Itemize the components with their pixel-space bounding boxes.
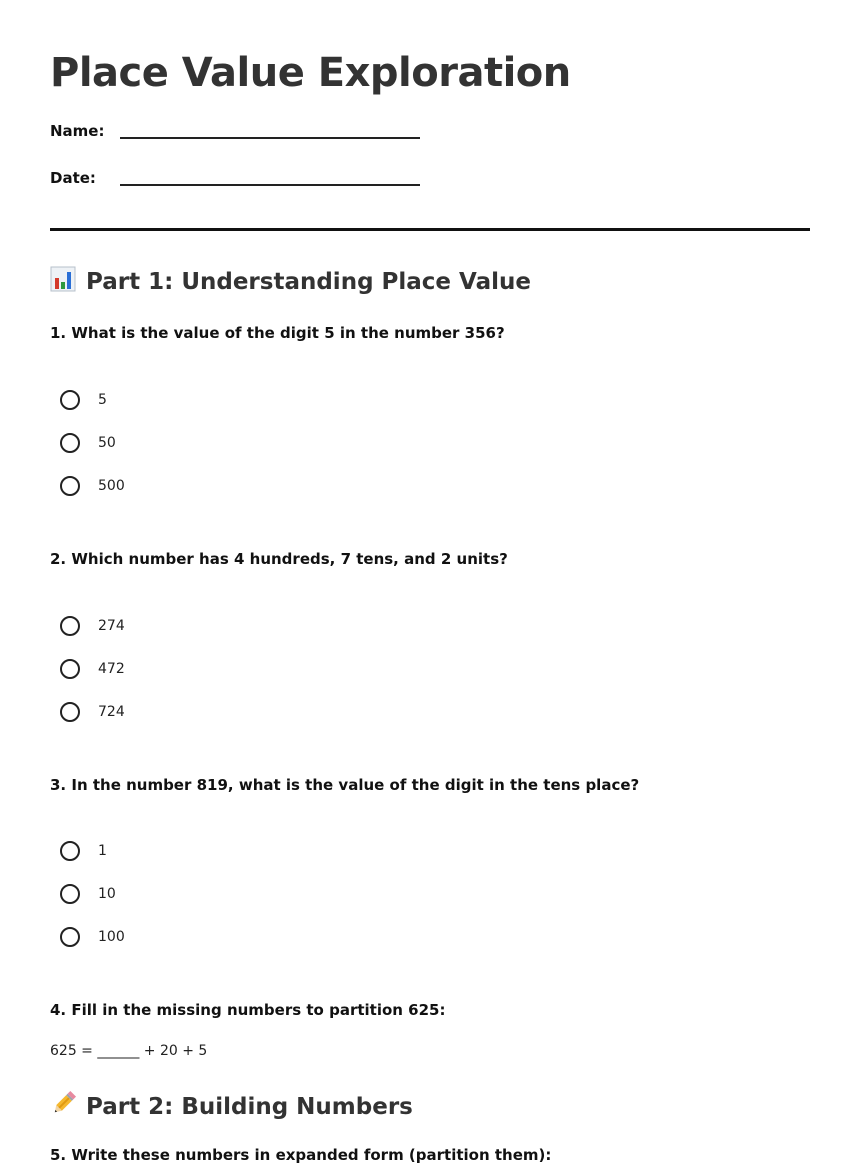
page-title: Place Value Exploration (50, 50, 571, 96)
date-field (50, 169, 450, 199)
question-3: 3. In the number 819, what is the value of the digit in the tens place? (50, 776, 640, 794)
date-line[interactable] (120, 184, 420, 186)
radio-button[interactable] (60, 702, 80, 722)
part2-title: Part 2: Building Numbers (86, 1094, 413, 1120)
radio-button[interactable] (60, 884, 80, 904)
question-2: 2. Which number has 4 hundreds, 7 tens, and 2 units? (50, 550, 508, 568)
radio-button[interactable] (60, 616, 80, 636)
part1-heading (50, 266, 531, 298)
option-label: 724 (98, 704, 125, 720)
q2-option-3[interactable] (60, 702, 260, 726)
option-label: 472 (98, 661, 125, 677)
radio-button[interactable] (60, 476, 80, 496)
partition-equation: 625 = ______ + 20 + 5 (50, 1043, 208, 1059)
option-label: 1 (98, 843, 107, 859)
option-label: 100 (98, 929, 125, 945)
name-field (50, 122, 450, 152)
header-divider (50, 228, 810, 231)
name-label: Name: (50, 122, 105, 140)
q3-option-3[interactable] (60, 927, 260, 951)
q2-option-1[interactable] (60, 616, 260, 640)
radio-button[interactable] (60, 927, 80, 947)
part1-title: Part 1: Understanding Place Value (86, 269, 531, 295)
radio-button[interactable] (60, 659, 80, 679)
question-5: 5. Write these numbers in expanded form (partition them): (50, 1146, 552, 1164)
option-label: 500 (98, 478, 125, 494)
q2-option-2[interactable] (60, 659, 260, 683)
q1-option-2[interactable] (60, 433, 260, 457)
pencil-icon (50, 1089, 78, 1123)
option-label: 50 (98, 435, 116, 451)
bar-chart-icon (50, 266, 78, 298)
radio-button[interactable] (60, 841, 80, 861)
option-label: 274 (98, 618, 125, 634)
q3-option-1[interactable] (60, 841, 260, 865)
option-label: 10 (98, 886, 116, 902)
date-label: Date: (50, 169, 96, 187)
question-4: 4. Fill in the missing numbers to partition 625: (50, 1001, 446, 1019)
radio-button[interactable] (60, 433, 80, 453)
q1-option-3[interactable] (60, 476, 260, 500)
question-1: 1. What is the value of the digit 5 in the number 356? (50, 324, 505, 342)
part2-heading (50, 1089, 413, 1123)
q1-option-1[interactable] (60, 390, 260, 414)
q3-option-2[interactable] (60, 884, 260, 908)
radio-button[interactable] (60, 390, 80, 410)
option-label: 5 (98, 392, 107, 408)
name-line[interactable] (120, 137, 420, 139)
